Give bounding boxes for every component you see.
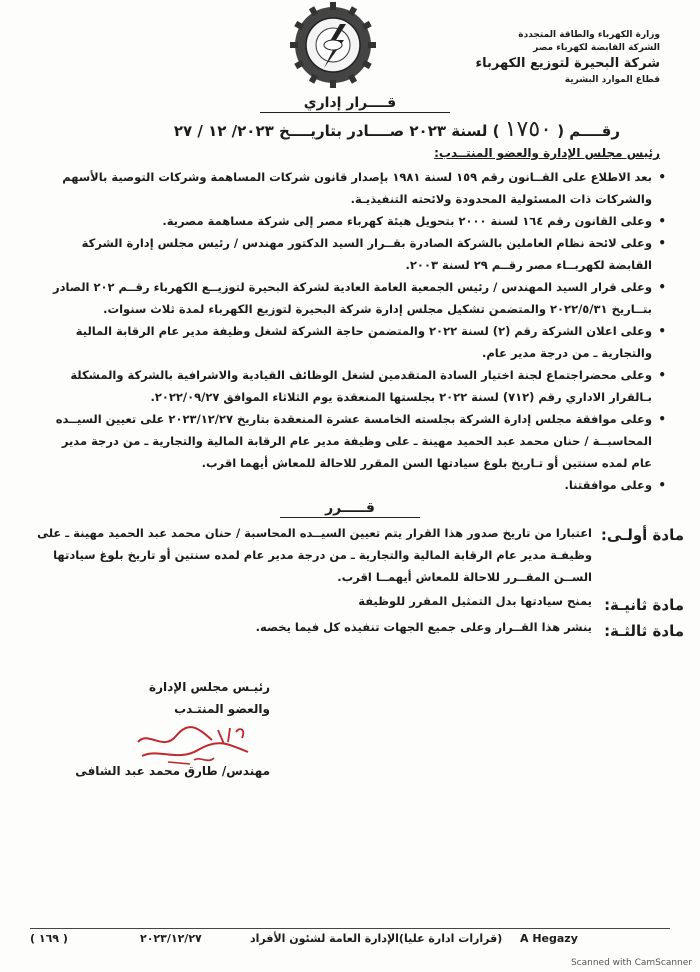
clause-item [52,232,666,276]
signatory-name: مهندس/ طارق محمد عبد الشافى [75,764,270,778]
clause-text: بعد الاطلاع على القــانون رقم ١٥٩ لسنة ١٩٨١ بإصدار قانون شركات المساهمة وشركات التوصية بالأسهم والشركات ذات المسئولية المحدودة ولائحته التنفيذيـة. [62,170,652,206]
ministry-name: وزارة الكهرباء والطاقة المتجددة [518,30,660,40]
signature-title-line1: رئيـس مجلس الإدارة [149,680,270,694]
article-1-label: مادة أولـى: [600,526,684,544]
footer-page-number: ( ١٦٩ ) [30,932,68,945]
article-3-label: مادة ثالثـة: [604,622,684,640]
footer-category: (قرارات ادارة عليا)الإدارة العامة لشئون الأفراد [250,932,503,945]
company-logo-icon [290,2,376,88]
clause-item [52,408,666,474]
number-suffix: ) لسنة ٢٠٢٣ صــــادر بتاريــــخ [279,122,500,140]
clause-item [52,364,666,408]
holding-company-name: الشركة القابضة لكهرباء مصر [533,43,660,53]
signature-title-line2: والعضو المنتـدب [174,702,270,716]
clause-item [52,320,666,364]
article-3-text: ينشر هذا القــرار وعلى جميع الجهات تنفيذه كل فيما يخصه. [255,620,592,634]
clause-item [52,166,666,210]
article-2-label: مادة ثانيـة: [604,596,684,614]
footer-date: ٢٠٢٣/١٢/٢٧ [140,932,202,945]
bullet-icon: • [658,324,666,338]
decision-number: ١٧٥٠ [504,117,552,142]
handwritten-signature [128,722,258,768]
company-name: شركة البحيرة لتوزيع الكهرباء [475,56,660,71]
clause-text: وعلى لائحة نظام العاملين بالشركة الصادرة بقــرار السيد الدكتور مهندس / رئيس مجلس إدارة الشركة القابضة لكهربــاء مصر رقــم ٢٩ لسنة ٢٠٠٣. [81,236,652,272]
number-prefix: رقــــم ( [557,122,620,140]
document-title: قــــرار إداري [303,95,397,111]
footer-author: A Hegazy [520,932,578,945]
clause-text: وعلى محضراجتماع لجنة اختيار السادة المتقدمين لشغل الوظائف القيادية والاشرافية بالشركة والمشكلة بـالقرار الاداري رقم (٧١٢) لسنة ٢٠٢٢ بجلستها المنعقدة يوم الثلاثاء الموافق ٢٠٢٢/٠٩/٢٧. [70,368,652,404]
bullet-icon: • [658,236,666,250]
article-2-text: يمنح سيادتها بدل التمثيل المقرر للوظيفة [358,594,592,608]
decision-underline [280,517,420,518]
title-underline [260,112,450,113]
bullet-icon: • [658,368,666,382]
decision-heading: قـــــرر [325,500,375,516]
clause-text: وعلى القانون رقم ١٦٤ لسنة ٢٠٠٠ بتحويل هيئة كهرباء مصر إلى شركة مساهمة مصرية. [162,214,652,228]
clause-item [52,210,666,232]
clause-text: وعلى اعلان الشركة رقم (٢) لسنة ٢٠٢٢ والمتضمن حاجة الشركة لشغل وظيفة مدير عام الرقابة المالية والتجارية ـ من درجة مدير عام. [75,324,652,360]
clause-text: وعلى قرار السيد المهندس / رئيس الجمعية العامة العادية لشركة البحيرة لتوزيــع الكهرباء رقــم ٢٠٢ الصادر بتــاريخ ٢٠٢٢/٥/٣١ والمتضمن تشكيل مجلس إدارة شركة البحيرة لتوزيع الكهرباء لمدة ثلاث سنوات. [53,280,652,316]
bullet-icon: • [658,478,666,492]
bullet-icon: • [658,170,666,184]
bullet-icon: • [658,280,666,294]
article-1-text: اعتبارا من تاريخ صدور هذا القرار يتم تعيين السيــده المحاسبة / حنان محمد عبد الحميد مهينة ـ على وظيفـة مدير عام الرقابة المالية والتجارية ـ من درجة مدير عام لمده سنتين أو تاريخ بلوغ سيادتها الســن المقــرر للاحالة للمعاش أيهمــا اقرب. [37,526,592,584]
bullet-icon: • [658,412,666,426]
decision-date: ٢٠٢٣/ ١٢ / ٢٧ [173,122,274,140]
sector-name: قطاع الموارد البشرية [564,75,660,85]
clause-item [52,474,666,496]
clause-text: وعلى موافقتنا. [564,478,652,492]
clause-item [52,276,666,320]
decision-number-line [174,117,620,142]
bullet-icon: • [658,214,666,228]
clause-text: وعلى موافقة مجلس إدارة الشركة بجلسته الخامسة عشرة المنعقدة بتاريخ ٢٠٢٣/١٢/٢٧ على تعيين السيــده المحاسبــة / حنان محمد عبد الحميد مهينة ـ على وظيفة مدير عام الرقابة المالية والتجارية ـ من درجة مدير عام لمده سنتين أو تـاريخ بلوغ سيادتها السن المقرر للاحالة للمعاش أيهما اقرب. [55,412,652,470]
footer-divider [30,928,670,929]
chairman-heading: رئيس مجلس الإدارة والعضو المنتــدب: [434,146,660,160]
scanner-watermark: Scanned with CamScanner [570,958,692,968]
